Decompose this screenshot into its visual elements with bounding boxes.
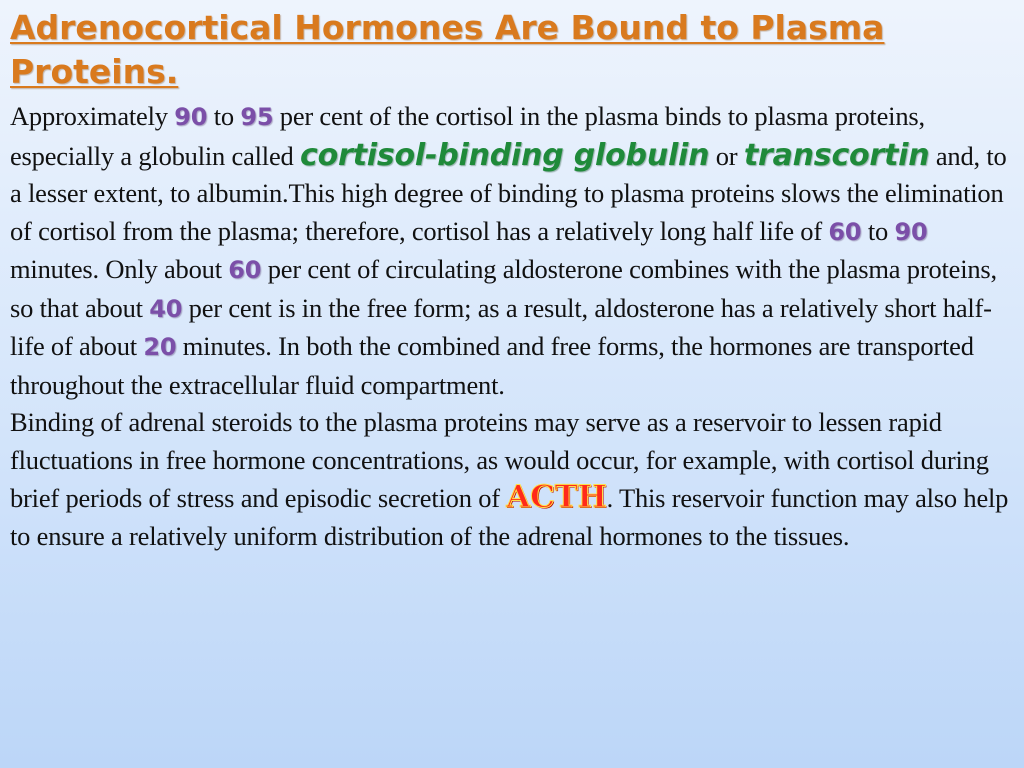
highlight-number: 90	[174, 103, 208, 131]
text-span: to	[861, 215, 895, 246]
slide-title: Adrenocortical Hormones Are Bound to Plasma Proteins.	[10, 8, 885, 91]
highlight-number: 40	[149, 294, 183, 323]
term-transcortin: transcortin	[743, 137, 930, 173]
text-span: per cent of the cortisol in the plasma binds to plasma proteins, especially a globulin called	[10, 101, 925, 171]
text-span: or	[709, 140, 744, 171]
text-span: and, to a lesser extent, to albumin.This high degree of binding to plasma proteins slows the elimination of cortisol from the plasma; therefore, cortisol has a relatively long half life of	[10, 140, 1007, 246]
text-span: . This reservoir function may also help to ensure a relatively uniform distribution of the adrenal hormones to the tissues.	[10, 483, 1009, 551]
highlight-number: 90	[894, 217, 928, 246]
highlight-number: 60	[828, 217, 862, 246]
slide-content	[10, 6, 1014, 555]
highlight-number: 60	[228, 256, 262, 284]
text-span: minutes. In both the combined and free forms, the hormones are transported throughout the extracellular fluid compartment.	[10, 331, 974, 400]
term-cortisol-binding-globulin: cortisol-binding globulin	[300, 137, 710, 173]
text-span: per cent of circulating aldosterone combines with the plasma proteins, so that about	[10, 254, 997, 323]
text-span: Binding of adrenal steroids to the plasma proteins may serve as a reservoir to lessen rapid fluctuations in free hormone concentrations, as would occur, for example, with cortisol during brief periods of stress and episodic secretion of	[10, 407, 989, 513]
text-span: to	[207, 101, 241, 131]
text-span: Approximately	[10, 101, 175, 131]
paragraph-cortisol-binding	[10, 98, 1014, 404]
text-span: per cent is in the free form; as a result, aldosterone has a relatively short half-life of about	[10, 292, 992, 361]
highlight-number: 20	[143, 333, 177, 361]
paragraph-reservoir-function	[10, 404, 1014, 555]
text-span: minutes. Only about	[10, 254, 229, 284]
term-acth: ACTH	[506, 479, 607, 515]
highlight-number: 95	[240, 103, 274, 131]
